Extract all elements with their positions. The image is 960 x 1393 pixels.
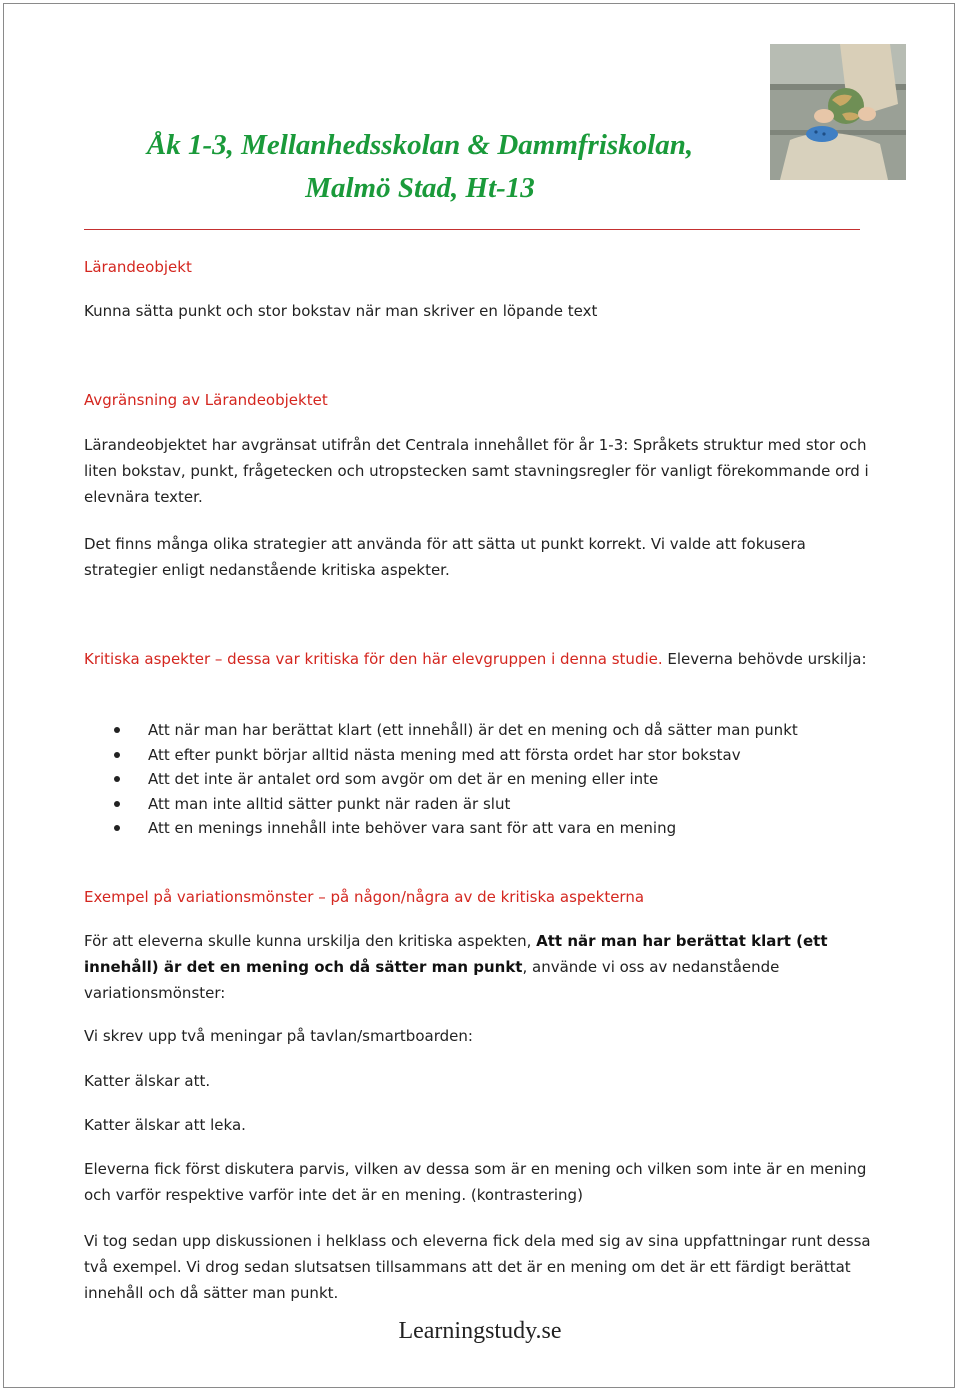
heading-avgransning: Avgränsning av Lärandeobjektet xyxy=(84,391,328,409)
larandeobjekt-text: Kunna sätta punkt och stor bokstav när man skriver en löpande text xyxy=(84,302,598,320)
page-title-line1: Åk 1-3, Mellanhedsskolan & Dammfriskolan, xyxy=(146,129,694,161)
bullet-icon xyxy=(114,752,120,758)
example-sentence-1: Katter älskar att. xyxy=(84,1072,211,1090)
bullet-icon xyxy=(114,825,120,831)
bullet-icon xyxy=(114,727,120,733)
list-item xyxy=(108,792,868,817)
list-item-text: Att man inte alltid sätter punkt när raden är slut xyxy=(148,794,511,813)
list-item xyxy=(108,718,868,743)
heading-exempel: Exempel på variationsmönster – på någon/några av de kritiska aspekterna xyxy=(84,888,645,906)
exempel-p1-start: För att eleverna skulle kunna urskilja den kritiska aspekten, xyxy=(84,932,537,950)
kritiska-heading-red: Kritiska aspekter – dessa var kritiska för den här elevgruppen i denna studie. xyxy=(84,650,663,668)
kritiska-heading-rest: Eleverna behövde urskilja: xyxy=(662,650,867,668)
heading-kritiska-aspekter xyxy=(84,646,874,672)
avgransning-paragraph-1: Lärandeobjektet har avgränsat utifrån det Centrala innehållet för år 1-3: Språkets struktur med stor och liten bokstav, punkt, frågetecken och utropstecken samt stavningsregler för vanligt förekommande ord i elevnära texter. xyxy=(84,436,869,506)
title-divider xyxy=(84,229,860,230)
example-sentence-2: Katter älskar att leka. xyxy=(84,1116,246,1134)
exempel-p1-bold: Att när man har berättat klart (ett innehåll) är det en mening och då sätter man punkt xyxy=(84,932,828,976)
bullet-icon xyxy=(114,776,120,782)
avgransning-paragraph-2: Det finns många olika strategier att använda för att sätta ut punkt korrekt. Vi valde att fokusera strategier enligt nedanstående kritiska aspekter. xyxy=(84,535,806,579)
footer-site-name: Learningstudy.se xyxy=(398,1318,562,1344)
exempel-paragraph-2: Vi skrev upp två meningar på tavlan/smartboarden: xyxy=(84,1027,473,1045)
list-item xyxy=(108,816,868,841)
kritiska-aspekter-list xyxy=(108,718,868,841)
page-title-line2: Malmö Stad, Ht-13 xyxy=(305,172,535,204)
exempel-p1-end: , använde vi oss av nedanstående variationsmönster: xyxy=(84,958,780,1002)
exempel-paragraph-3: Eleverna fick först diskutera parvis, vilken av dessa som är en mening och vilken som inte är en mening och varför respektive varför inte det är en mening. (kontrastering) xyxy=(84,1160,867,1204)
list-item-text: Att en menings innehåll inte behöver vara sant för att vara en mening xyxy=(148,819,677,837)
heading-larandeobjekt: Lärandeobjekt xyxy=(84,258,192,276)
list-item-text: Att efter punkt börjar alltid nästa mening med att första ordet har stor bokstav xyxy=(148,745,741,764)
list-item xyxy=(108,767,868,792)
list-item-text: Att när man har berättat klart (ett innehåll) är det en mening och då sätter man punkt xyxy=(148,721,798,739)
list-item xyxy=(108,743,868,768)
exempel-paragraph-4: Vi tog sedan upp diskussionen i helklass och eleverna fick dela med sig av sina uppfattningar runt dessa två exempel. Vi drog sedan slutsatsen tillsammans att det är en mening om det är ett färdigt berättat innehåll och då sätter man punkt. xyxy=(84,1232,871,1302)
list-item-text: Att det inte är antalet ord som avgör om det är en mening eller inte xyxy=(148,770,659,788)
bullet-icon xyxy=(114,801,120,807)
exempel-paragraph-1 xyxy=(84,928,874,1006)
